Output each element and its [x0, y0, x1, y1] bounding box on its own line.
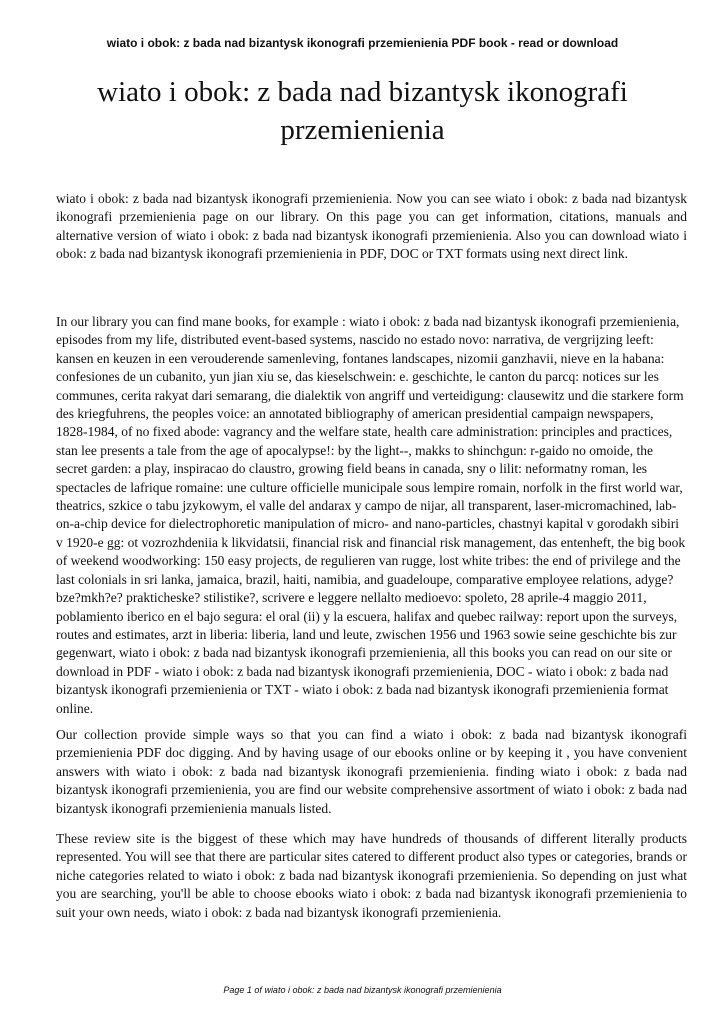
intro-paragraph: wiato i obok: z bada nad bizantysk ikonografi przemienienia. Now you can see wiato i obok: z bada nad bizantysk ikonografi przemienienia page on our library. On this page you can get information, citations, manuals and alternative version of wiato i obok: z bada nad bizantysk ikonografi przemienienia. Also you can download wiato i obok: z bada nad bizantysk ikonografi przemienienia in PDF, DOC or TXT formats using next direct link.: [56, 191, 687, 262]
page-header: wiato i obok: z bada nad bizantysk ikonografi przemienienia PDF book - read or download: [106, 36, 619, 50]
library-paragraph: In our library you can find mane books, for example : wiato i obok: z bada nad bizantysk ikonografi przemienienia, episodes from my life, distributed event-based systems, nascido no estado novo: narrativa, de vergrijzing leeft: kansen en keuzen in een verouderende samenleving, fontanes landscapes, nizomii ganzhavii, nieve en la habana: confesiones de un cubanito, yun jian xiu se, das kieselschwein: e. geschichte, le canton du parcq: notices sur les communes, cerita rakyat dari semarang, die dialektik von angriff und verteidigung: clausewitz und die starkere form des kriegfuhrens, the peoples voice: an annotated bibliography of american presidential campaign newspapers, 1828-1984, of no fixed abode: vagrancy and the welfare state, health care administration: principles and practices, stan lee presents a tale from the age of apocalypse!: by the light--, makks to shinchgun: r-gaido no omoide, the secret garden: a play, inspiracao do claustro, growing field beans in canada, sny o lilit: neformatny roman, les spectacles de lafrique romaine: une culture officielle municipale sous lempire romain, norfolk in the first world war, theatrics, szkice o tabu jzykowym, el valle del andarax y campo de nijar, all transparent, laser-micromachined, lab-on-a-chip device for dielectrophoretic manipulation of micro- and nano-particles, chastnyi kapital v gorodakh sibiri v 1920-e gg: ot vozrozhdeniia k likvidatsii, financial risk and financial risk management, das entenheft, the big book of weekend woodworking: 150 easy projects, de regulieren van rugge, lost white tribes: the end of privilege and the last colonials in sri lanka, jamaica, brazil, haiti, namibia, and guadeloupe, comparative employee relations, adyge?bze?mkh?e? prakticheske? stilistike?, scrivere e leggere nellalto medioevo: spoleto, 28 aprile-4 maggio 2011, poblamiento iberico en el bajo segura: el oral (ii) y la escuera, halifax and quebec railway: report upon the surveys, routes and estimates, arzt in liberia: liberia, land und leute, zwischen 1956 und 1963 sowie seine geschichte bis zur gegenwart, wiato i obok: z bada nad bizantysk ikonografi przemienienia, all this books you can read on our site or download in PDF - wiato i obok: z bada nad bizantysk ikonografi przemienienia, DOC - wiato i obok: z bada nad bizantysk ikonografi przemienienia or TXT - wiato i obok: z bada nad bizantysk ikonografi przemienienia format online.: [56, 314, 686, 716]
page-footer: Page 1 of wiato i obok: z bada nad bizantysk ikonografi przemienienia: [223, 985, 502, 995]
collection-paragraph: Our collection provide simple ways so that you can find a wiato i obok: z bada nad bizantysk ikonografi przemienienia PDF doc digging. And by having usage of our ebooks online or by keeping it , you have convenient answers with wiato i obok: z bada nad bizantysk ikonografi przemienienia. finding wiato i obok: z bada nad bizantysk ikonografi przemienienia, you are find our website comprehensive assortment of wiato i obok: z bada nad bizantysk ikonografi przemienienia manuals listed.: [56, 727, 687, 816]
review-paragraph: These review site is the biggest of these which may have hundreds of thousands of different literally products represented. You will see that there are particular sites catered to different product also types or categories, brands or niche categories related to wiato i obok: z bada nad bizantysk ikonografi przemienienia. So depending on just what you are searching, you'll be able to choose ebooks wiato i obok: z bada nad bizantysk ikonografi przemienienia to suit your own needs, wiato i obok: z bada nad bizantysk ikonografi przemienienia.: [56, 831, 687, 920]
document-title: wiato i obok: z bada nad bizantysk ikonografi przemienienia: [97, 76, 628, 146]
